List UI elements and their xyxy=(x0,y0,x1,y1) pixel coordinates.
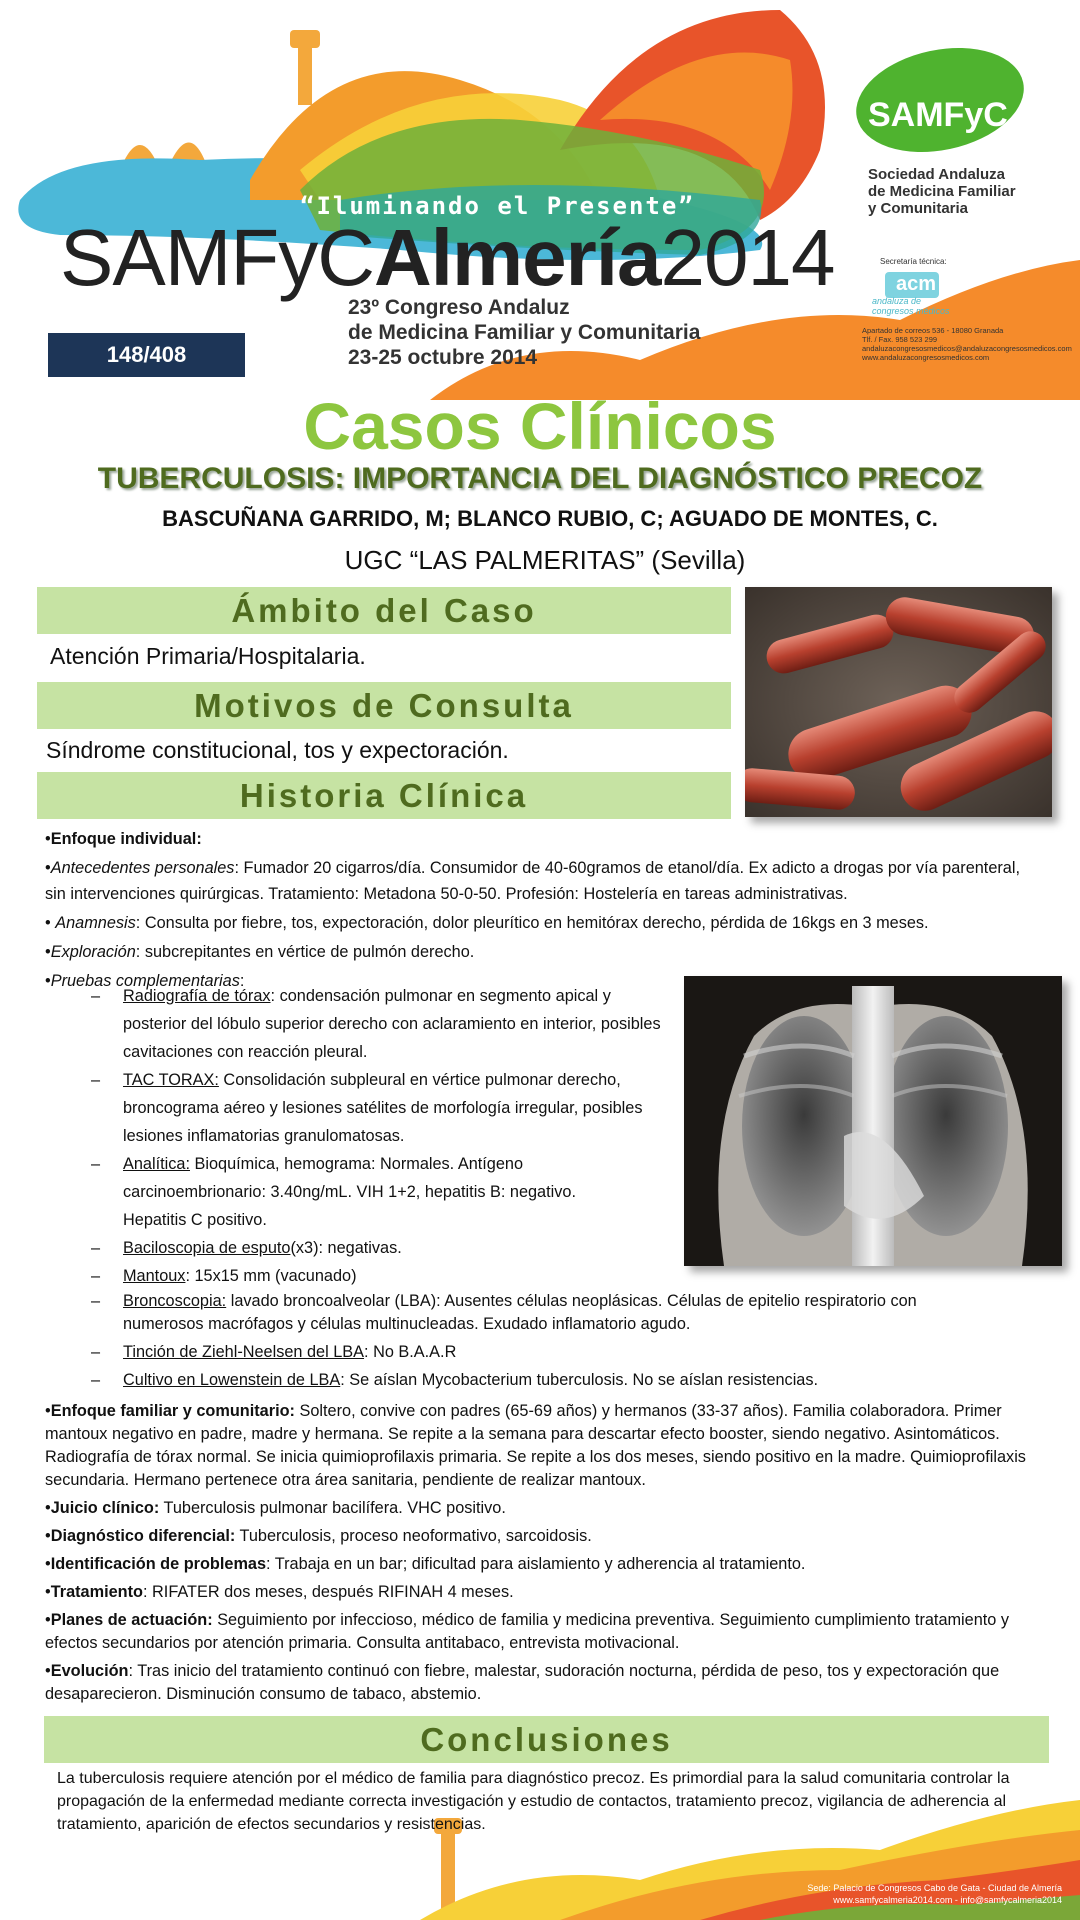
dash: – xyxy=(91,1155,101,1173)
congress-line: 23-25 octubre 2014 xyxy=(348,346,538,369)
bullet: • xyxy=(45,1662,51,1680)
authors: BASCUÑANA GARRIDO, M; BLANCO RUBIO, C; AGUADO DE MONTES, C. xyxy=(162,506,938,531)
test-text: (x3): negativas. xyxy=(290,1239,402,1257)
bullet: • xyxy=(45,914,51,932)
congress-line: de Medicina Familiar y Comunitaria xyxy=(348,321,701,344)
test-text: : condensación pulmonar en segmento apical y posterior del lóbulo superior derecho con aclaramiento en interior, posibles cavitaciones con reacción pleural. xyxy=(123,987,661,1061)
test-label: Analítica: xyxy=(123,1155,190,1173)
bullet: • xyxy=(45,1555,51,1573)
item-label: Pruebas complementarias xyxy=(50,972,240,990)
test-label: Cultivo en Lowenstein de LBA xyxy=(123,1371,341,1389)
test-text: Bioquímica, hemograma: Normales. Antígeno carcinoembrionario: 3.40ng/mL. VIH 1+2, hepatitis B: negativo. Hepatitis C positivo. xyxy=(123,1155,576,1229)
item-text: : RIFATER dos meses, después RIFINAH 4 meses. xyxy=(142,1583,514,1601)
test-text: : No B.A.A.R xyxy=(364,1343,457,1361)
item-label: Diagnóstico diferencial: xyxy=(50,1527,236,1545)
poster-number-badge: 148/408 xyxy=(48,333,245,377)
historia-item xyxy=(45,1553,1035,1576)
samfyc-society-name xyxy=(868,166,1016,217)
item-text: : subcrepitantes en vértice de pulmón derecho. xyxy=(135,943,475,961)
pruebas-list-lower xyxy=(45,1290,1020,1392)
acm-name: andaluza de congresos médicos xyxy=(872,296,950,316)
item-text: : Fumador 20 cigarros/día. Consumidor de 40-60gramos de etanol/día. Ex adicto a drogas por vía parenteral, sin intervenciones quirúrgicas. Tratamiento: Metadona 50-0-50. Profesión: Hostelería en tareas administrativas. xyxy=(45,859,1021,903)
footer-line: Sede: Palacio de Congresos Cabo de Gata - Ciudad de Almería xyxy=(807,1883,1062,1893)
address-line: www.andaluzacongresosmedicos.com xyxy=(862,353,990,362)
congress-line: 23º Congreso Andaluz xyxy=(348,296,570,319)
brand-year: 2014 xyxy=(660,213,835,302)
test-item xyxy=(45,1066,665,1150)
bullet: • xyxy=(45,830,51,848)
test-item xyxy=(45,1341,1020,1364)
ambito-text: Atención Primaria/Hospitalaria. xyxy=(50,643,366,669)
bacteria-image xyxy=(745,587,1052,817)
section-heading-ambito: Ámbito del Caso xyxy=(37,587,731,634)
address-line: Tlf. / Fax. 958 523 299 xyxy=(862,335,938,344)
footer-venue xyxy=(807,1882,1062,1906)
samfyc-name-line: y Comunitaria xyxy=(868,200,969,217)
item-label: Antecedentes personales xyxy=(50,859,235,877)
brand-light: SAMFyC xyxy=(60,213,374,302)
test-text: Consolidación subpleural en vértice pulmonar derecho, broncograma aéreo y lesiones satélites de morfología irregular, posibles lesiones inflamatorias granulomatosas. xyxy=(123,1071,643,1145)
dash: – xyxy=(91,1071,101,1089)
test-text: lavado broncoalveolar (LBA): Ausentes células neoplásicas. Células de epitelio respiratorio con numerosos macrófagos y células multinucleadas. Exudado inflamatorio agudo. xyxy=(123,1292,917,1333)
samfyc-logo: SAMFyC xyxy=(868,96,1008,134)
historia-item xyxy=(45,910,1020,936)
item-label: Evolución xyxy=(50,1662,129,1680)
poster-title: Casos Clínicos xyxy=(303,389,777,463)
chest-xray-illustration xyxy=(684,976,1062,1266)
test-label: Broncoscopia: xyxy=(123,1292,227,1310)
test-text: : Se aíslan Mycobacterium tuberculosis. No se aíslan resistencias. xyxy=(340,1371,819,1389)
item-label: Enfoque familiar y comunitario: xyxy=(50,1402,295,1420)
historia-item xyxy=(45,1660,1035,1706)
item-text: Tuberculosis pulmonar bacilífera. VHC positivo. xyxy=(159,1499,506,1517)
brand-bold: Almería xyxy=(374,213,661,302)
bullet: • xyxy=(45,943,51,961)
dash: – xyxy=(91,1292,101,1310)
congress-info xyxy=(348,295,700,370)
dash: – xyxy=(91,1343,101,1361)
historia-individual xyxy=(45,826,1020,994)
case-title: TUBERCULOSIS: IMPORTANCIA DEL DIAGNÓSTICO PRECOZ xyxy=(97,462,983,495)
footer-line: www.samfycalmeria2014.com - info@samfycalmeria2014 xyxy=(833,1895,1062,1905)
secretaria-address xyxy=(862,326,1072,362)
item-label: Juicio clínico: xyxy=(50,1499,160,1517)
acm-logo: acm xyxy=(896,273,937,295)
historia-item xyxy=(45,1400,1035,1492)
dash: – xyxy=(91,1239,101,1257)
test-label: Mantoux xyxy=(123,1267,186,1285)
bullet: • xyxy=(45,859,51,877)
section-heading-conclusiones: Conclusiones xyxy=(44,1716,1049,1763)
dash: – xyxy=(91,987,101,1005)
item-label: Planes de actuación: xyxy=(50,1611,213,1629)
clinical-unit: UGC “LAS PALMERITAS” (Sevilla) xyxy=(344,545,746,575)
test-label: TAC TORAX: xyxy=(123,1071,219,1089)
test-item xyxy=(45,1369,1020,1392)
historia-item xyxy=(45,826,1020,852)
historia-item xyxy=(45,1609,1035,1655)
address-line: andaluzacongresosmedicos@andaluzacongresosmedicos.com xyxy=(862,344,1072,353)
address-line: Apartado de correos 536 - 18080 Granada xyxy=(862,326,1004,335)
item-text: : Tras inicio del tratamiento continuó con fiebre, malestar, sudoración nocturna, pérdida de peso, tos y expectoración que desaparecieron. Disminución consumo de tabaco, abstemio. xyxy=(45,1662,1000,1703)
item-text: : Consulta por fiebre, tos, expectoración, dolor pleurítico en hemitórax derecho, pérdida de 16kgs en 3 meses. xyxy=(135,914,929,932)
bullet: • xyxy=(45,1583,51,1601)
test-label: Radiografía de tórax xyxy=(123,987,271,1005)
historia-item xyxy=(45,1581,1035,1604)
item-label: Identificación de problemas xyxy=(50,1555,267,1573)
bullet: • xyxy=(45,972,51,990)
historia-item xyxy=(45,1525,1035,1548)
historia-item xyxy=(45,855,1020,907)
test-item xyxy=(45,1262,665,1290)
item-text: Tuberculosis, proceso neoformativo, sarcoidosis. xyxy=(235,1527,592,1545)
bullet: • xyxy=(45,1499,51,1517)
conclusiones-text: La tuberculosis requiere atención por el médico de familia para diagnóstico precoz. Es primordial para la salud comunitaria controlar la propagación de la enfermedad mediante correcta investigación y estudio de contactos, tratamiento precoz, vigilancia de adherencia al tratamiento, aparición de efectos secundarios y resistencias. xyxy=(57,1770,1010,1833)
item-label: Anamnesis xyxy=(55,914,136,932)
historia-item xyxy=(45,939,1020,965)
chest-xray-image xyxy=(684,976,1062,1266)
bullet: • xyxy=(45,1611,51,1629)
dash: – xyxy=(91,1371,101,1389)
test-item xyxy=(45,1150,665,1234)
samfyc-name-line: de Medicina Familiar xyxy=(868,183,1016,200)
item-label: Enfoque individual: xyxy=(50,830,202,848)
historia-item xyxy=(45,1497,1035,1520)
bacteria-illustration xyxy=(745,587,1052,817)
dash: – xyxy=(91,1267,101,1285)
item-label: Exploración xyxy=(50,943,136,961)
motivos-text: Síndrome constitucional, tos y expectoración. xyxy=(46,737,509,763)
item-label: Tratamiento xyxy=(50,1583,143,1601)
test-label: Tinción de Ziehl-Neelsen del LBA xyxy=(123,1343,365,1361)
section-heading-motivos: Motivos de Consulta xyxy=(37,682,731,729)
test-item xyxy=(45,982,665,1066)
bullet: • xyxy=(45,1527,51,1545)
pruebas-list-upper xyxy=(45,982,665,1290)
test-item xyxy=(45,1234,665,1262)
bullet: • xyxy=(45,1402,51,1420)
test-label: Baciloscopia de esputo xyxy=(123,1239,291,1257)
test-text: : 15x15 mm (vacunado) xyxy=(185,1267,357,1285)
section-heading-historia: Historia Clínica xyxy=(37,772,731,819)
congress-slogan: “Iluminando el Presente” xyxy=(300,192,695,220)
test-item xyxy=(45,1290,1020,1336)
congress-brand xyxy=(60,213,835,302)
item-text: Soltero, convive con padres (65-69 años) y hermanos (33-37 años). Familia colaboradora. Primer mantoux negativo en padre, madre y hermana. Se repite a la semana para descartar efecto booster, siendo negativo. Asintomáticos. Radiografía de tórax normal. Se inicia quimioprofilaxis primaria. Se repite a los dos meses, siendo positivo en la madre. Quimioprofilaxis secundaria. Hermano pertenece otra área sanitaria, pendiente de realizar mantoux. xyxy=(45,1402,1026,1489)
samfyc-name-line: Sociedad Andaluza xyxy=(868,166,1005,183)
secretaria-label: Secretaría técnica: xyxy=(880,257,947,266)
item-text: : Trabaja en un bar; dificultad para aislamiento y adherencia al tratamiento. xyxy=(266,1555,806,1573)
historia-family-and-plan xyxy=(45,1400,1035,1706)
item-text: Seguimiento por infeccioso, médico de familia y medicina preventiva. Seguimiento cumplimiento tratamiento y efectos secundarios por atención primaria. Consulta antitabaco, entrevista motivacional. xyxy=(45,1611,1010,1652)
item-text: : xyxy=(239,972,245,990)
